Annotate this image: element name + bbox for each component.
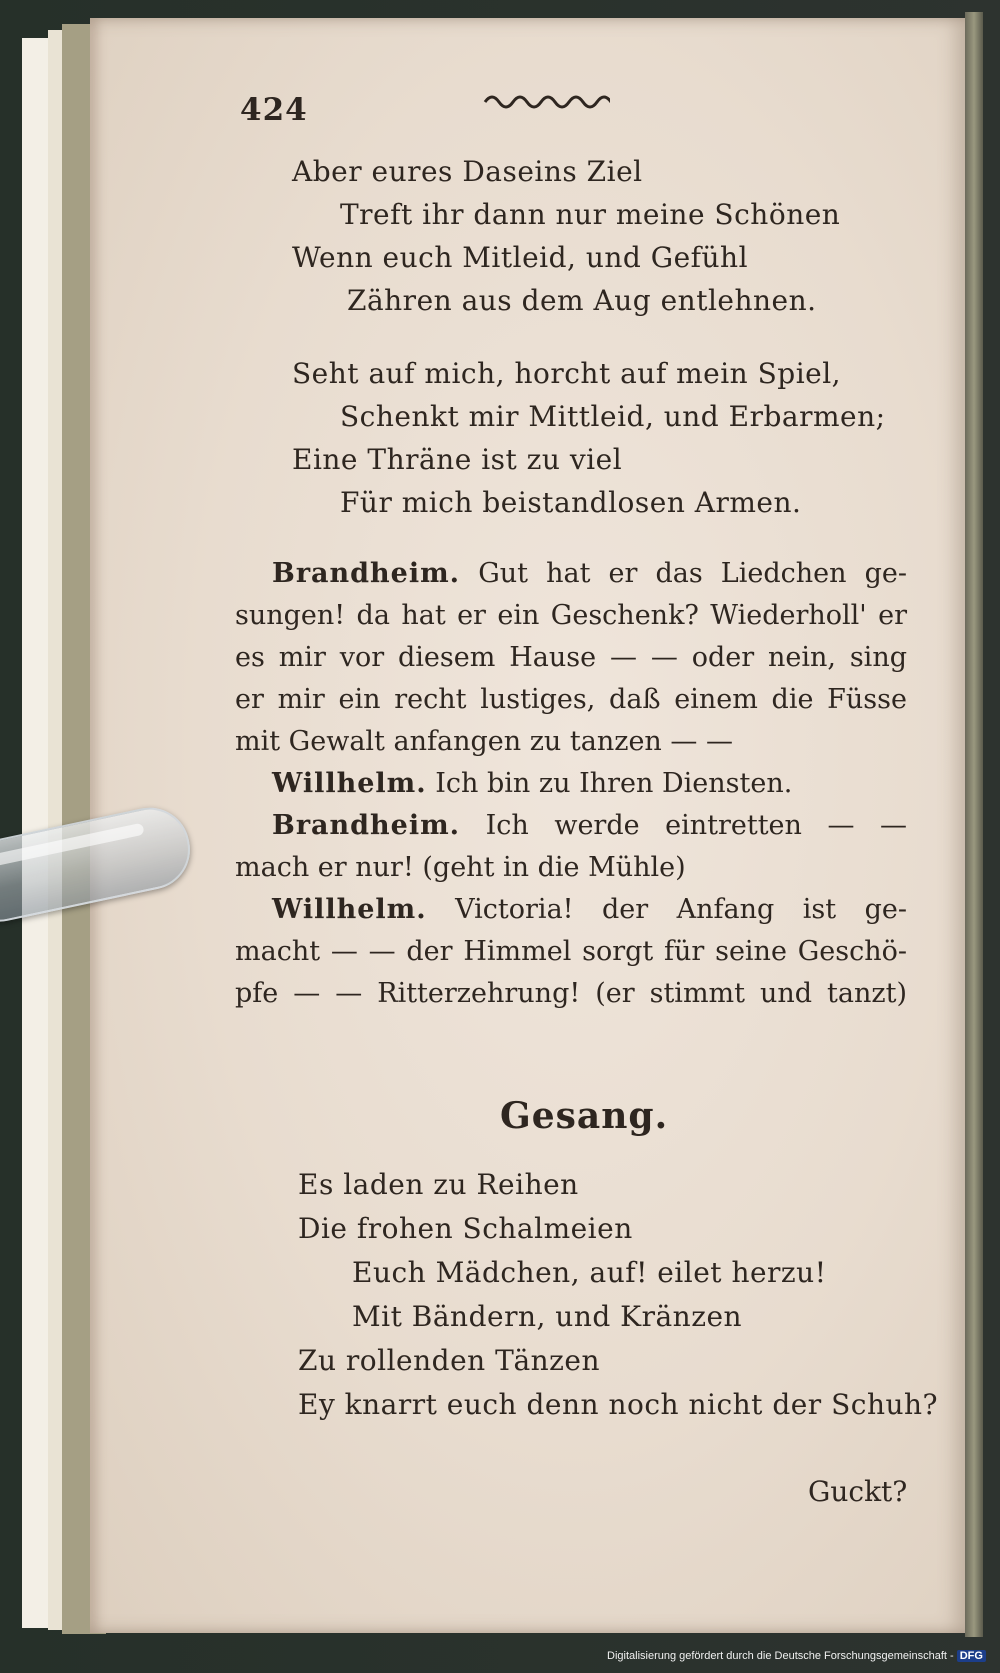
verse-line: Eine Thräne ist zu viel [292, 443, 623, 476]
verse-line: Mit Bändern, und Kränzen [352, 1300, 743, 1333]
verse-line: Seht auf mich, horcht auf mein Spiel, [292, 357, 842, 390]
dialogue-line: mit Gewalt anfangen zu tanzen — — [235, 726, 733, 757]
verse-line: Es laden zu Reihen [298, 1168, 579, 1201]
ornament-icon [480, 90, 610, 110]
verse-line: Wenn euch Mitleid, und Gefühl [292, 241, 749, 274]
verse-line: Die frohen Schalmeien [298, 1212, 633, 1245]
verse-line: Für mich beistandlosen Armen. [340, 486, 802, 519]
dialogue-text: Ich bin zu Ihren Diensten. [435, 768, 793, 799]
dialogue-line: pfe — — Ritterzehrung! (er stimmt und tanzt) [235, 978, 907, 1009]
speaker-name: Willhelm. [272, 768, 427, 799]
dialogue-line: mach er nur! (geht in die Mühle) [235, 852, 686, 883]
verse-line: Treft ihr dann nur meine Schönen [340, 198, 841, 231]
speaker-name: Brandheim. [272, 558, 461, 589]
dialogue-line [272, 558, 907, 589]
dialogue-text: Ich werde eintretten — — [485, 810, 907, 841]
dialogue-text: Victoria! der Anfang ist ge- [455, 894, 907, 925]
verse-line: Ey knarrt euch denn noch nicht der Schuh? [298, 1388, 939, 1421]
dialogue-text: Gut hat er das Liedchen ge- [478, 558, 907, 589]
speaker-name: Brandheim. [272, 810, 461, 841]
verse-line: Zu rollenden Tänzen [298, 1344, 601, 1377]
verse-line: Aber eures Daseins Ziel [292, 155, 643, 188]
dialogue-line [272, 810, 907, 841]
dialogue-line [272, 894, 907, 925]
dialogue-line: sungen! da hat er ein Geschenk? Wiederholl' er [235, 600, 907, 631]
page-number: 424 [240, 92, 308, 128]
page-edge [965, 12, 983, 1637]
dialogue-line [272, 768, 942, 799]
footer-credit [607, 1650, 986, 1662]
dialogue-line: macht — — der Himmel sorgt für seine Geschö- [235, 936, 907, 967]
speaker-name: Willhelm. [272, 894, 427, 925]
dfg-logo: DFG [957, 1650, 986, 1662]
song-heading: Gesang. [500, 1095, 669, 1137]
dialogue-line: es mir vor diesem Hause — — oder nein, sing [235, 642, 907, 673]
dialogue-line: er mir ein recht lustiges, daß einem die Füsse [235, 684, 907, 715]
verse-line: Euch Mädchen, auf! eilet herzu! [352, 1256, 827, 1289]
verse-line: Schenkt mir Mittleid, und Erbarmen; [340, 400, 886, 433]
verse-line: Zähren aus dem Aug entlehnen. [347, 284, 817, 317]
catchword: Guckt? [808, 1475, 908, 1508]
footer-text: Digitalisierung gefördert durch die Deutsche Forschungsgemeinschaft - [607, 1650, 954, 1662]
